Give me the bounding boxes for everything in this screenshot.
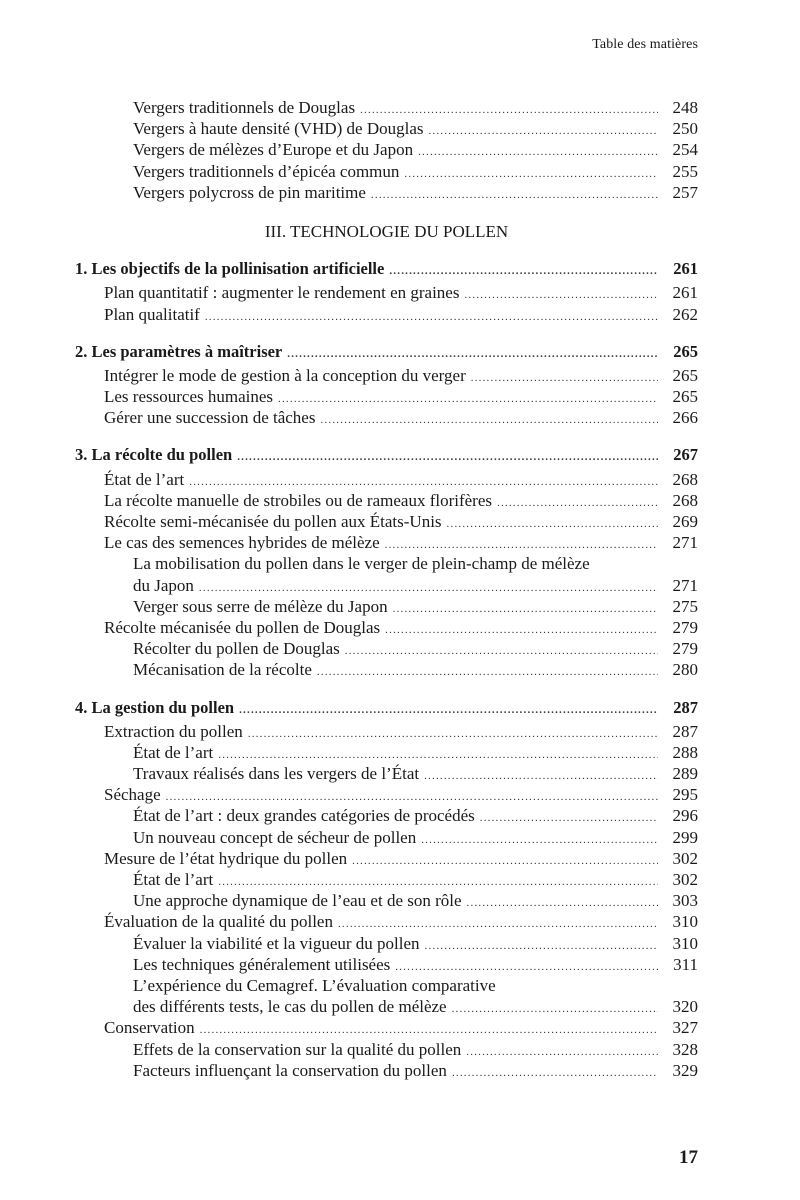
toc-entry-title: Évaluation de la qualité du pollen <box>104 912 333 932</box>
toc-entry <box>75 139 698 160</box>
toc-chapter-page: 287 <box>673 697 698 717</box>
toc-entry-title: État de l’art : deux grandes catégories de procédés <box>133 806 475 826</box>
toc-entry <box>75 805 698 826</box>
toc-chapter-page: 265 <box>673 341 698 361</box>
toc-entry <box>75 890 698 911</box>
toc-chapter <box>75 258 698 279</box>
toc-entry-title: Mesure de l’état hydrique du pollen <box>104 848 348 868</box>
toc-chapter-page: 267 <box>673 445 698 465</box>
toc-entry <box>75 721 698 742</box>
toc-chapter-title: 1. Les objectifs de la pollinisation artificielle <box>75 259 385 279</box>
toc-entry <box>75 97 698 118</box>
toc-entry-title: Facteurs influençant la conservation du pollen <box>133 1060 447 1080</box>
toc-entry <box>75 933 698 954</box>
toc-entry-title: Récolte mécanisée du pollen de Douglas <box>104 617 381 637</box>
toc-entry-page: 295 <box>672 785 698 805</box>
toc-entry <box>75 596 698 617</box>
toc-entry-page: 311 <box>673 954 698 974</box>
toc-entry-title: L’expérience du Cemagref. L’évaluation comparative <box>133 975 496 995</box>
toc-entry-title: Récolte semi-mécanisée du pollen aux États-Unis <box>104 512 442 531</box>
toc-entry-title: Plan qualitatif <box>104 304 200 324</box>
toc-entry-page: 261 <box>672 283 698 303</box>
toc-entry <box>75 659 698 680</box>
toc-entry-page: 271 <box>672 533 698 553</box>
toc-entry-title: Séchage <box>104 785 161 805</box>
toc-chapter <box>75 444 698 465</box>
toc-entry-title: Intégrer le mode de gestion à la conception du verger <box>104 365 466 385</box>
toc-entry-page: 248 <box>672 98 698 117</box>
toc-entry <box>75 996 698 1017</box>
toc-entry-page: 250 <box>672 119 698 139</box>
toc-entry-title: Effets de la conservation sur la qualité du pollen <box>133 1039 462 1059</box>
toc-entry-page: 299 <box>672 827 698 847</box>
toc-entry-page: 268 <box>672 469 698 489</box>
toc-entry-title: Mécanisation de la récolte <box>133 660 312 680</box>
toc-entry <box>75 304 698 325</box>
page-number: 17 <box>679 1147 698 1168</box>
toc-entry-title: Vergers traditionnels de Douglas <box>133 98 356 117</box>
toc-entry-title: Vergers à haute densité (VHD) de Douglas <box>133 119 424 139</box>
toc-entry <box>75 407 698 428</box>
section-heading: III. TECHNOLOGIE DU POLLEN <box>264 221 509 241</box>
toc-chapter <box>75 697 698 718</box>
toc-chapter-title: 3. La récolte du pollen <box>75 445 233 465</box>
toc-entry-title: Le cas des semences hybrides de mélèze <box>104 533 380 553</box>
toc-entry-title: La mobilisation du pollen dans le verger de plein-champ de mélèze <box>133 554 590 574</box>
toc-entry <box>75 763 698 784</box>
toc-entry-page: 265 <box>672 365 698 385</box>
toc-entry-first-line <box>75 553 698 574</box>
toc-entry-page: 280 <box>672 660 698 680</box>
toc-entry <box>75 1039 698 1060</box>
toc-chapter-title: 4. La gestion du pollen <box>75 697 235 717</box>
toc-entry-page: 275 <box>672 596 698 616</box>
toc-entry-page: 289 <box>672 764 698 784</box>
toc-entry <box>75 638 698 659</box>
toc-entry-title: Vergers de mélèzes d’Europe et du Japon <box>133 140 414 160</box>
toc-entry <box>75 742 698 763</box>
toc-entry <box>75 282 698 303</box>
toc-entry-title: Évaluer la viabilité et la vigueur du pollen <box>133 933 420 953</box>
toc-entry <box>75 848 698 869</box>
toc-entry-title: Un nouveau concept de sécheur de pollen <box>133 827 417 847</box>
toc-entry-title: Récolter du pollen de Douglas <box>133 639 340 659</box>
toc-chapter <box>75 341 698 362</box>
toc-entry <box>75 365 698 386</box>
toc-entry-title: Vergers traditionnels d’épicéa commun <box>133 161 400 181</box>
toc-entry-title: État de l’art <box>133 870 214 889</box>
toc-entry-page: 262 <box>672 304 698 324</box>
toc-entry-first-line <box>75 975 698 996</box>
toc-entry-page: 310 <box>672 912 698 932</box>
toc-entry-page: 328 <box>672 1039 698 1059</box>
toc-entry-page: 255 <box>672 161 698 181</box>
running-header: Table des matières <box>592 37 698 52</box>
toc-entry-page: 266 <box>672 408 698 428</box>
toc-entry-page: 287 <box>672 721 698 741</box>
toc-entry <box>75 469 698 490</box>
toc-entry-page: 271 <box>672 575 698 595</box>
toc-entry-title: La récolte manuelle de strobiles ou de rameaux florifères <box>104 490 492 510</box>
toc-entry <box>75 386 698 407</box>
toc-entry-page: 310 <box>672 933 698 953</box>
toc-entry-page: 254 <box>672 140 698 160</box>
toc-entry-page: 302 <box>672 870 698 889</box>
toc-entry <box>75 827 698 848</box>
toc-entry-page: 288 <box>672 742 698 762</box>
toc-entry <box>75 954 698 975</box>
toc-entry <box>75 911 698 932</box>
toc-entry-title: du Japon <box>133 575 194 595</box>
toc-entry <box>75 1017 698 1038</box>
toc-entry-title: Verger sous serre de mélèze du Japon <box>133 596 388 616</box>
toc-entry-title: Extraction du pollen <box>104 721 243 741</box>
toc-chapter-title: 2. Les paramètres à maîtriser <box>75 341 283 361</box>
toc-entry-page: 265 <box>672 387 698 407</box>
toc-entry <box>75 532 698 553</box>
toc-entry-page: 268 <box>672 490 698 510</box>
toc-entry <box>75 1060 698 1081</box>
toc-entry-page: 269 <box>672 512 698 531</box>
toc-entry <box>75 490 698 511</box>
toc-entry-page: 302 <box>672 848 698 868</box>
toc-entry <box>75 118 698 139</box>
table-of-contents <box>75 97 698 1081</box>
toc-entry-title: État de l’art <box>104 469 185 489</box>
toc-entry-title: Travaux réalisés dans les vergers de l’État <box>133 764 420 784</box>
toc-entry-title: Gérer une succession de tâches <box>104 408 316 428</box>
toc-entry-page: 329 <box>672 1060 698 1080</box>
toc-entry-title: Les techniques généralement utilisées <box>133 954 391 974</box>
toc-entry-title: Conservation <box>104 1018 195 1038</box>
toc-entry-page: 296 <box>672 806 698 826</box>
toc-entry-page: 257 <box>672 182 698 202</box>
toc-entry <box>75 575 698 596</box>
toc-entry <box>75 784 698 805</box>
toc-entry <box>75 182 698 203</box>
toc-entry-page: 327 <box>672 1018 698 1038</box>
toc-entry-page: 320 <box>672 997 698 1017</box>
toc-entry <box>75 869 698 890</box>
toc-entry-title: État de l’art <box>133 742 214 762</box>
toc-entry <box>75 161 698 182</box>
toc-entry <box>75 617 698 638</box>
toc-entry-page: 303 <box>672 891 698 911</box>
toc-entry-title: Vergers polycross de pin maritime <box>133 182 366 202</box>
toc-entry <box>75 511 698 532</box>
toc-chapter-page: 261 <box>673 259 698 279</box>
toc-entry-title: Une approche dynamique de l’eau et de son rôle <box>133 891 462 911</box>
toc-entry-title: des différents tests, le cas du pollen de mélèze <box>133 997 447 1017</box>
toc-entry-title: Plan quantitatif : augmenter le rendement en graines <box>104 283 460 303</box>
toc-entry-page: 279 <box>672 617 698 637</box>
toc-entry-title: Les ressources humaines <box>104 387 274 407</box>
toc-entry-page: 279 <box>672 639 698 659</box>
